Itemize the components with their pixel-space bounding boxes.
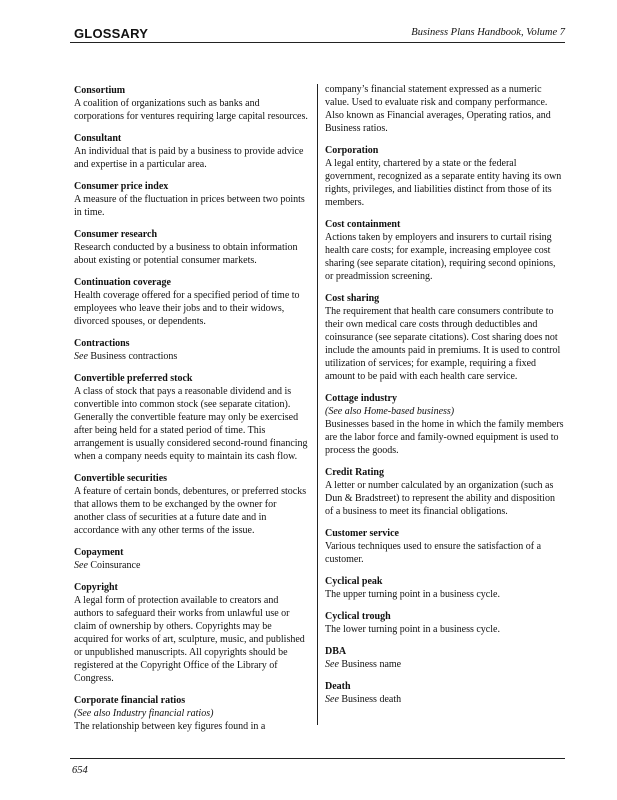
- entry-term: Consultant: [74, 133, 122, 144]
- page-number: 654: [72, 765, 88, 776]
- entry-term: Credit Rating: [325, 467, 384, 478]
- entry-definition: Research conducted by a business to obtain information about existing or potential consumer markets.: [74, 242, 298, 266]
- entry-term: Continuation coverage: [74, 277, 171, 288]
- entry-definition: The relationship between key figures found in a: [74, 721, 266, 732]
- footer-rule: [70, 758, 565, 759]
- entry-definition: Actions taken by employers and insurers to curtail rising health care costs; for example, increasing employee cost sharing (see separate citation), requiring second opinions, or preadmission screening.: [325, 232, 556, 282]
- glossary-entry: [325, 680, 565, 706]
- glossary-entry: [74, 132, 308, 171]
- entry-term: Copyright: [74, 582, 118, 593]
- glossary-entry: [74, 372, 308, 463]
- entry-definition: [325, 693, 565, 706]
- glossary-entry: [325, 292, 565, 383]
- glossary-entry: [325, 392, 565, 457]
- see-also-reference: (See also Home-based business): [325, 406, 455, 417]
- glossary-entry: [74, 180, 308, 219]
- header-rule: [70, 42, 565, 43]
- glossary-entry: [74, 472, 308, 537]
- entry-definition: A class of stock that pays a reasonable dividend and is convertible into common stock (see separate citation). Generally the convertible feature may only be exercised after being held for a stated period of time. This arrangement is usually considered second-round financing when a company needs equity to maintain its cash flow.: [74, 386, 308, 462]
- glossary-entry: [74, 228, 308, 267]
- entry-definition: The requirement that health care consumers contribute to their own medical care costs through deductibles and coinsurance (see separate citations). Cost sharing does not include the amounts paid in premiums. It is used to control utilization of services; for example, requiring a fixed amount to be paid with each health care service.: [325, 306, 561, 382]
- glossary-entry: [74, 581, 308, 685]
- entry-term: Cyclical trough: [325, 611, 391, 622]
- entry-term: Consumer price index: [74, 181, 169, 192]
- entry-term: Cost containment: [325, 219, 401, 230]
- entry-term: Cottage industry: [325, 393, 397, 404]
- glossary-entry: [325, 218, 565, 283]
- entry-term: Cyclical peak: [325, 576, 383, 587]
- entry-term: Consumer research: [74, 229, 158, 240]
- right-column: [325, 83, 565, 715]
- entry-definition: A feature of certain bonds, debentures, or preferred stocks that allows them to be exchanged by the owner for another class of securities at a future date and in accordance with any other terms of the issue.: [74, 486, 307, 536]
- entry-definition: Various techniques used to ensure the satisfaction of a customer.: [325, 541, 542, 565]
- glossary-entry: [325, 527, 565, 566]
- entry-term: Convertible securities: [74, 473, 168, 484]
- glossary-entry: [325, 144, 565, 209]
- entry-definition: A coalition of organizations such as banks and corporations for ventures requiring large capital resources.: [74, 98, 308, 122]
- entry-term: Customer service: [325, 528, 399, 539]
- section-title: GLOSSARY: [74, 26, 149, 41]
- left-column: [74, 84, 308, 742]
- entry-term: Corporate financial ratios: [74, 695, 186, 706]
- see-reference-label: See: [325, 659, 339, 670]
- entry-term: Corporation: [325, 145, 379, 156]
- glossary-entry: [74, 276, 308, 328]
- entry-definition: The upper turning point in a business cycle.: [325, 589, 500, 600]
- column-divider: [317, 84, 318, 725]
- entry-definition: A legal entity, chartered by a state or the federal government, recognized as a separate entity having its own rights, privileges, and liabilities distinct from those of its members.: [325, 158, 562, 208]
- see-reference-target: Business death: [341, 694, 402, 705]
- entry-term: DBA: [325, 646, 347, 657]
- entry-term: Cost sharing: [325, 293, 380, 304]
- entry-definition: [74, 350, 308, 363]
- glossary-entry: [325, 575, 565, 601]
- entry-definition: Health coverage offered for a specified period of time to employees who leave their jobs and to their widows, divorced spouses, or dependents.: [74, 290, 300, 327]
- see-reference-target: Business name: [341, 659, 402, 670]
- glossary-entry: [325, 466, 565, 518]
- book-title: Business Plans Handbook, Volume 7: [411, 27, 565, 38]
- glossary-entry: [74, 337, 308, 363]
- entry-term: Consortium: [74, 85, 126, 96]
- entry-definition: [74, 559, 308, 572]
- entry-definition: A measure of the fluctuation in prices between two points in time.: [74, 194, 305, 218]
- see-reference-label: See: [325, 694, 339, 705]
- glossary-entry: [74, 546, 308, 572]
- entry-definition: The lower turning point in a business cycle.: [325, 624, 500, 635]
- entry-definition: A legal form of protection available to creators and authors to safeguard their works from unlawful use or claim of ownership by others. Copyrights may be acquired for works of art, sculpture, music, and published or unpublished manuscripts. All copyrights should be registered at the Copyright Office of the Library of Congress.: [74, 595, 305, 684]
- entry-term: Convertible preferred stock: [74, 373, 193, 384]
- entry-definition: [325, 658, 565, 671]
- see-reference-target: Business contractions: [90, 351, 178, 362]
- glossary-entry: [74, 84, 308, 123]
- entry-definition: An individual that is paid by a business to provide advice and expertise in a particular area.: [74, 146, 304, 170]
- see-also-reference: (See also Industry financial ratios): [74, 708, 214, 719]
- see-reference-label: See: [74, 560, 88, 571]
- entry-term: Contractions: [74, 338, 130, 349]
- see-reference-label: See: [74, 351, 88, 362]
- glossary-entry: [325, 645, 565, 671]
- entry-definition: Businesses based in the home in which the family members are the labor force and family-owned equipment is used to process the goods.: [325, 419, 564, 456]
- glossary-entry: [325, 610, 565, 636]
- see-reference-target: Coinsurance: [90, 560, 141, 571]
- entry-term: Copayment: [74, 547, 124, 558]
- glossary-entry: [74, 694, 308, 733]
- entry-definition: A letter or number calculated by an organization (such as Dun & Bradstreet) to represent the ability and disposition of a business to meet its financial obligations.: [325, 480, 555, 517]
- entry-term: Death: [325, 681, 351, 692]
- continued-definition: company’s financial statement expressed as a numeric value. Used to evaluate risk and company performance. Also known as Financial averages, Operating ratios, and Business ratios.: [325, 84, 551, 134]
